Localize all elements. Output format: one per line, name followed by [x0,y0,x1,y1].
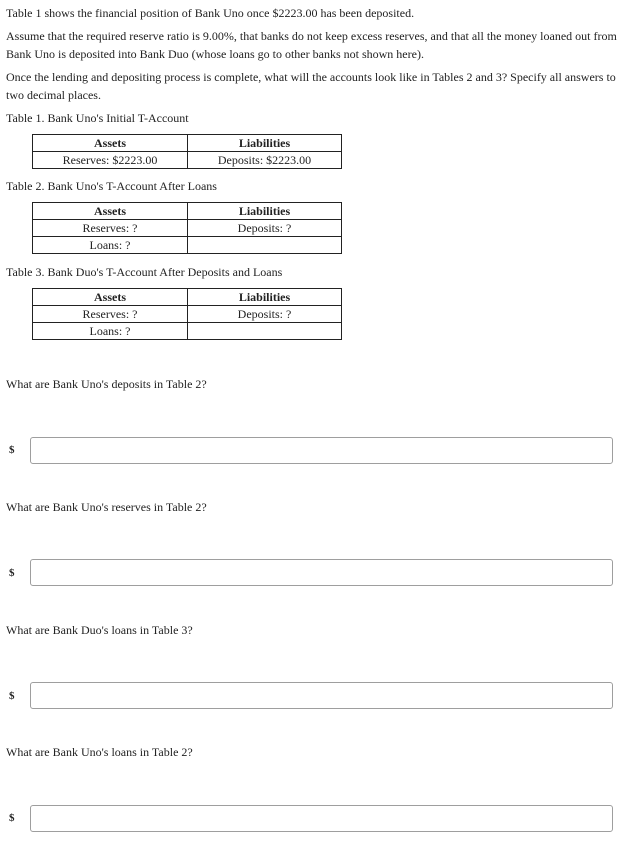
question-1-text: What are Bank Uno's deposits in Table 2? [6,377,207,391]
dollar-sign: $ [9,812,15,824]
table-row [33,323,342,340]
question-4-text: What are Bank Uno's loans in Table 2? [6,745,193,759]
instruction-text: Once the lending and depositing process is complete, what will the accounts look like in Tables 2 and 3? Specify all answers to two decimal places. [6,70,616,102]
assumption-text: Assume that the required reserve ratio is 9.00%, that banks do not keep excess reserves, and that all the money loaned out from Bank Uno is deposited into Bank Duo (whose loans go to other banks not shown here). [6,29,617,61]
answer-3-input[interactable] [30,682,613,709]
assets-header: Assets [33,135,188,152]
asset-cell: Reserves: ? [33,220,188,237]
liabilities-header: Liabilities [188,135,342,152]
liability-cell: Deposits: ? [188,306,342,323]
table-3-caption: Table 3. Bank Duo's T-Account After Deposits and Loans [6,265,283,279]
liabilities-header: Liabilities [188,289,342,306]
table-3 [32,288,342,340]
assets-header: Assets [33,203,188,220]
answer-1-input[interactable] [30,437,613,464]
table-row [33,306,342,323]
answer-2-input[interactable] [30,559,613,586]
asset-cell: Reserves: $2223.00 [33,152,188,169]
liabilities-header: Liabilities [188,203,342,220]
liability-cell [188,237,342,254]
liability-cell: Deposits: $2223.00 [188,152,342,169]
table-1-caption: Table 1. Bank Uno's Initial T-Account [6,111,189,125]
liability-cell [188,323,342,340]
table-row [33,152,342,169]
assets-header: Assets [33,289,188,306]
table-2-caption: Table 2. Bank Uno's T-Account After Loans [6,179,217,193]
intro-text: Table 1 shows the financial position of Bank Uno once $2223.00 has been deposited. [6,6,415,20]
asset-cell: Loans: ? [33,237,188,254]
table-1 [32,134,342,169]
table-row [33,220,342,237]
table-2 [32,202,342,254]
question-3-text: What are Bank Duo's loans in Table 3? [6,623,193,637]
dollar-sign: $ [9,567,15,579]
answer-4-input[interactable] [30,805,613,832]
liability-cell: Deposits: ? [188,220,342,237]
table-row [33,237,342,254]
dollar-sign: $ [9,690,15,702]
question-2-text: What are Bank Uno's reserves in Table 2? [6,500,207,514]
dollar-sign: $ [9,444,15,456]
asset-cell: Reserves: ? [33,306,188,323]
asset-cell: Loans: ? [33,323,188,340]
